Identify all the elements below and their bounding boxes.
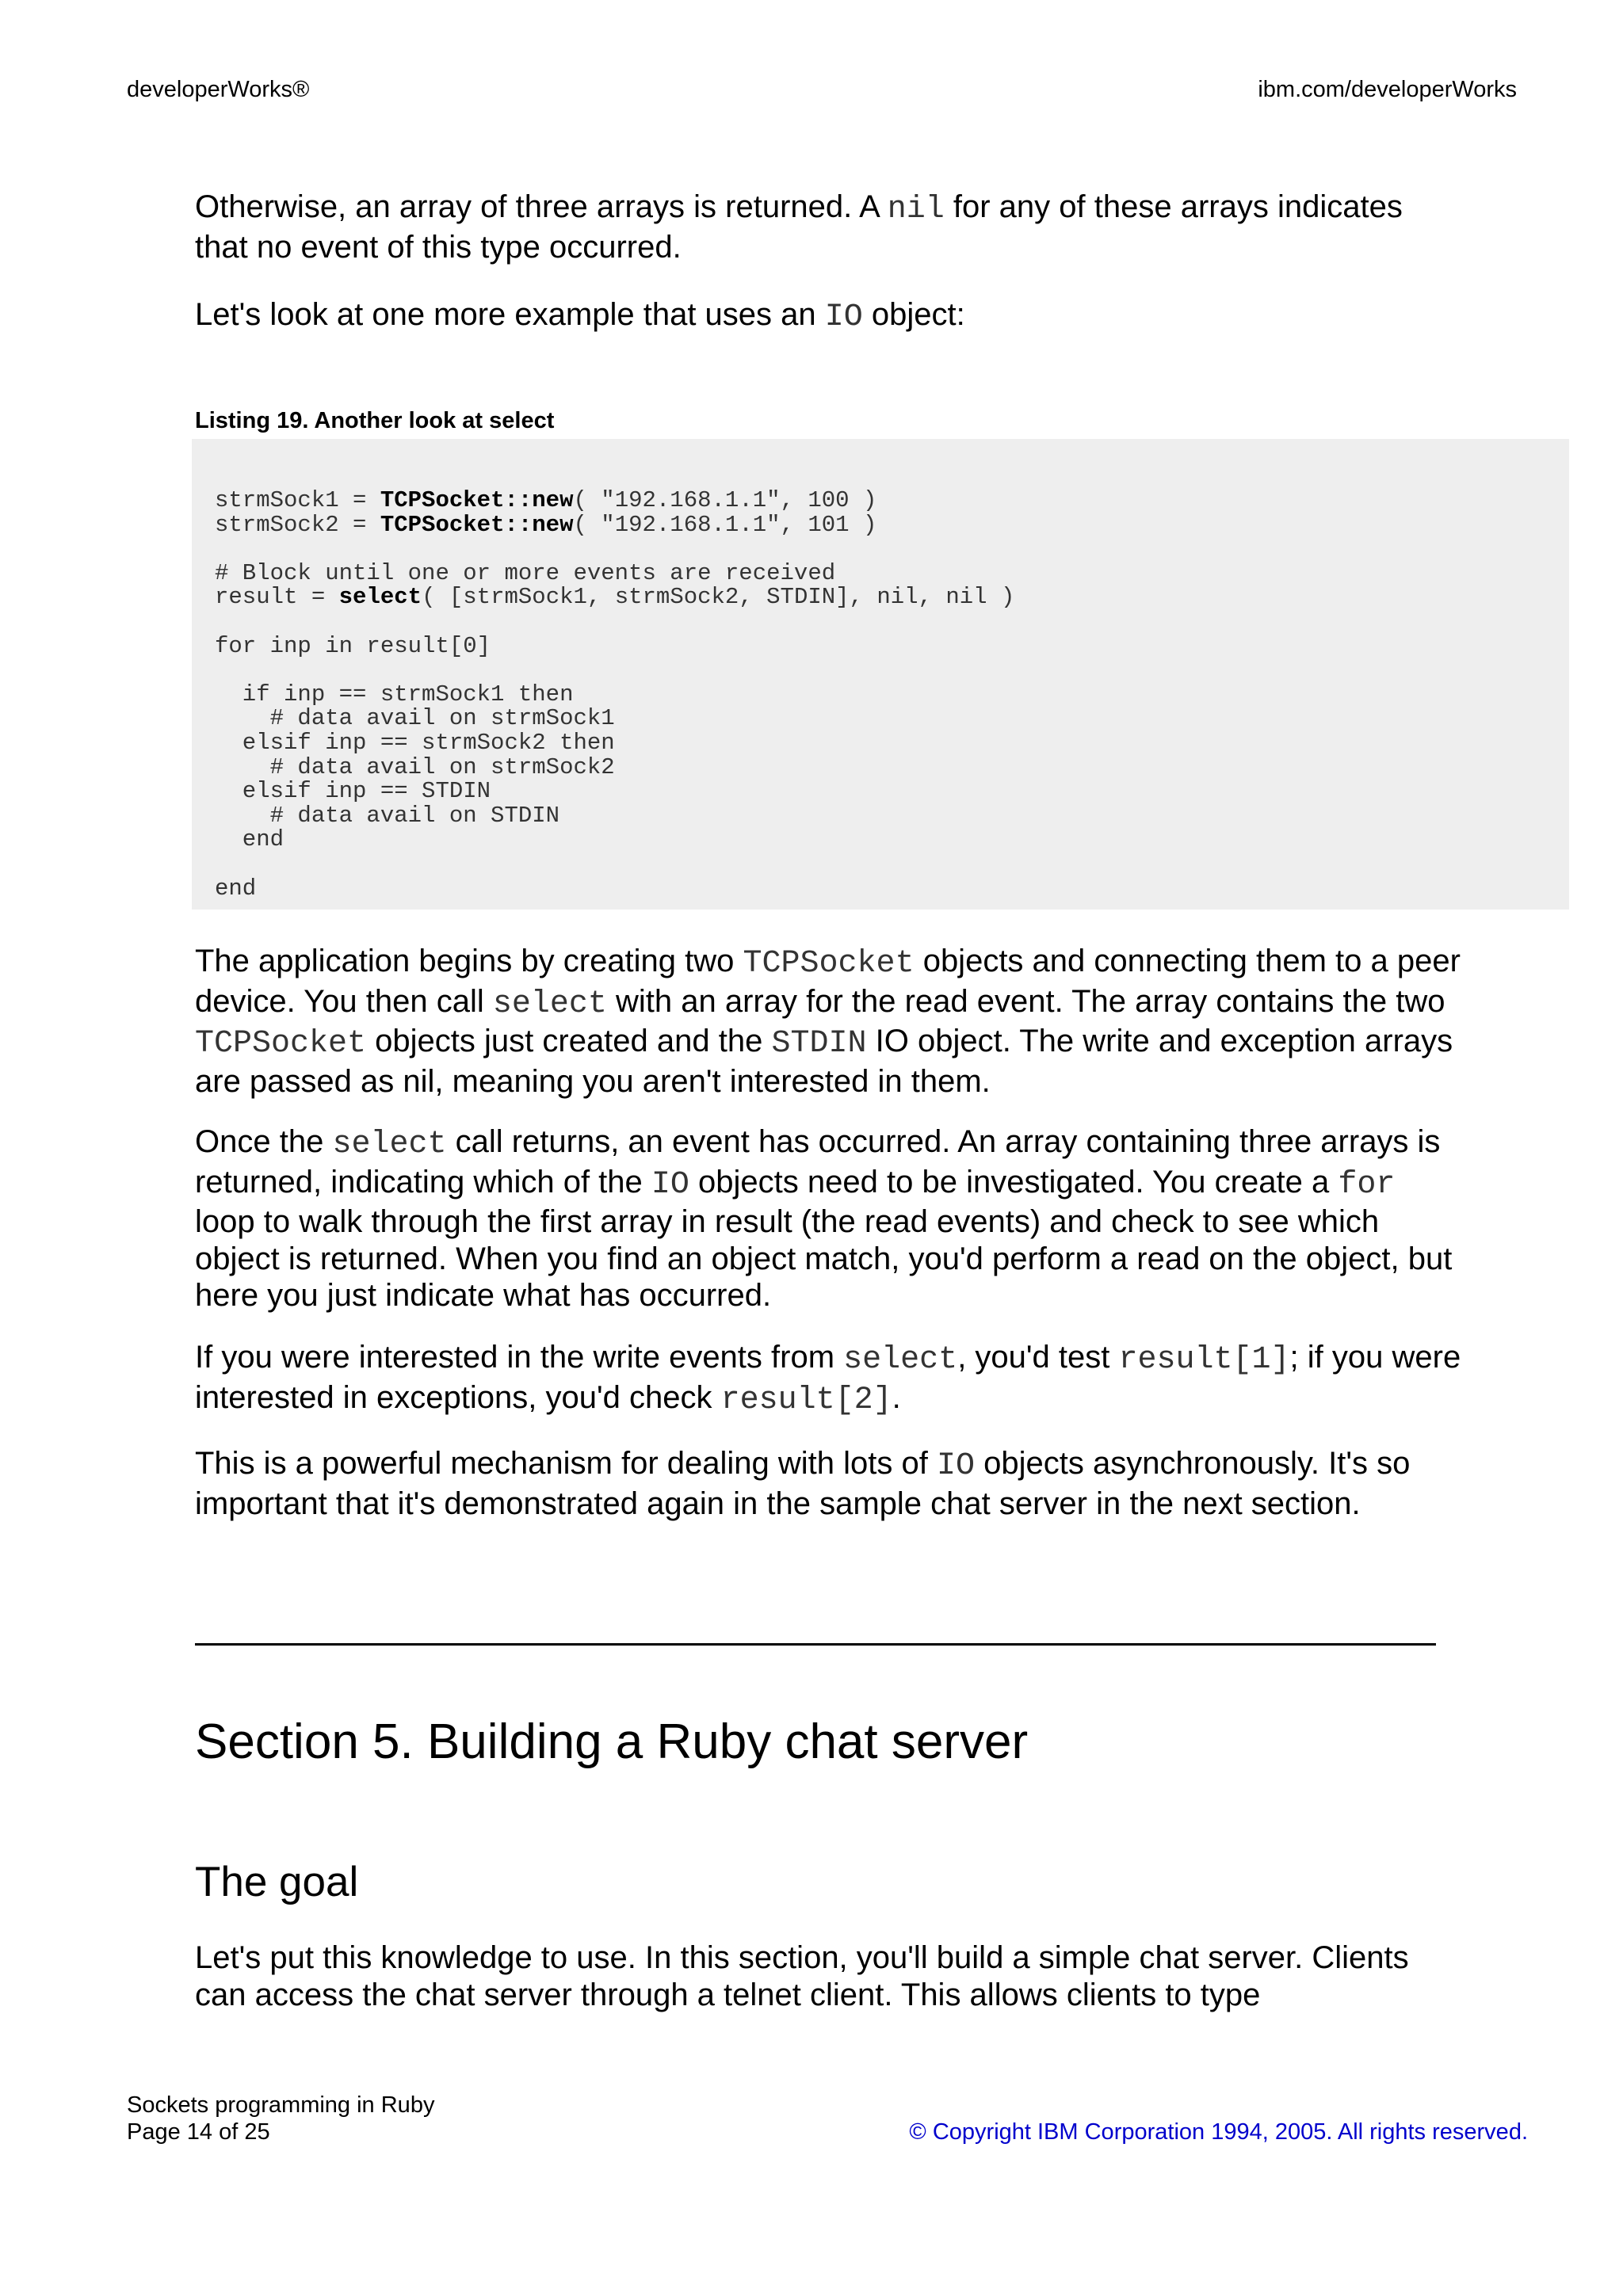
inline-code: for — [1338, 1166, 1396, 1203]
paragraph-array-return — [195, 189, 1463, 265]
paragraph-text: If you were interested in the write events from select, you'd test result[1]; if you were interested in exceptions, you'd check result[2]. — [195, 1340, 1461, 1418]
header-site-name: developerWorks® — [127, 77, 310, 102]
section-divider — [195, 1643, 1436, 1646]
paragraph-text: Otherwise, an array of three arrays is returned. A nil for any of these arrays indicates that no event of this type occurred. — [195, 189, 1403, 265]
paragraph-io-example-intro — [195, 296, 1463, 337]
paragraph-chat-server-intro — [195, 1939, 1463, 2013]
header-site-url: ibm.com/developerWorks — [1258, 77, 1517, 102]
paragraph-select-returns — [195, 1123, 1463, 1314]
inline-code: TCPSocket — [743, 946, 915, 982]
inline-code: TCPSocket — [195, 1026, 367, 1062]
inline-code: IO — [824, 299, 863, 335]
inline-code: select — [492, 986, 607, 1022]
inline-code: nil — [887, 192, 945, 227]
code-listing: strmSock1 = TCPSocket::new( "192.168.1.1", 100 ) strmSock2 = TCPSocket::new( "192.168.1.1", 101 ) # Block until one or more events are received result = select( [strmSock1, strmSock2, STDIN], nil, nil ) for inp in result[0] if inp == strmSock1 then # data avail on strmSock1 elsif inp == strmSock2 then # data avail on strmSock2 elsif inp == STDIN # data avail on STDIN end end — [215, 487, 1015, 902]
paragraph-application-begins — [195, 943, 1463, 1100]
paragraph-text: Once the select call returns, an event has occurred. An array containing three arrays is returned, indicating which of the IO objects need to be investigated. You create a for loop to walk through the first array in result (the read events) and check to see which object is returned. When you find an object match, you'd perform a read on the object, but here you just indicate what has occurred. — [195, 1124, 1453, 1313]
inline-code: STDIN — [771, 1026, 867, 1062]
paragraph-text: This is a powerful mechanism for dealing with lots of IO objects asynchronously. It's so important that it's demonstrated again in the sample chat server in the next section. — [195, 1446, 1411, 1521]
paragraph-write-events — [195, 1339, 1463, 1419]
section-title: Section 5. Building a Ruby chat server — [195, 1714, 1029, 1769]
inline-code: result[2] — [720, 1382, 892, 1418]
inline-code: result[1] — [1118, 1342, 1290, 1378]
listing-title: Listing 19. Another look at select — [195, 408, 555, 433]
paragraph-text: Let's put this knowledge to use. In this section, you'll build a simple chat server. Clients can access the chat server through a telnet client. This allows clients to type — [195, 1940, 1409, 2012]
paragraph-text: Let's look at one more example that uses an IO object: — [195, 297, 965, 335]
paragraph-text: The application begins by creating two TCPSocket objects and connecting them to a peer device. You then call select with an array for the read event. The array contains the two TCPSocket objects just created and the STDIN IO object. The write and exception arrays are passed as nil, meaning you aren't interested in them. — [195, 944, 1461, 1099]
inline-code: IO — [936, 1448, 975, 1484]
footer-copyright-link[interactable]: © Copyright IBM Corporation 1994, 2005. All rights reserved. — [909, 2119, 1528, 2145]
footer-document-title: Sockets programming in Ruby — [127, 2092, 435, 2118]
inline-code: select — [843, 1342, 958, 1378]
subsection-title: The goal — [195, 1859, 359, 1905]
paragraph-powerful-mechanism — [195, 1445, 1463, 1522]
inline-code: IO — [651, 1166, 689, 1203]
inline-code: select — [332, 1127, 447, 1162]
footer-page-number: Page 14 of 25 — [127, 2119, 270, 2145]
